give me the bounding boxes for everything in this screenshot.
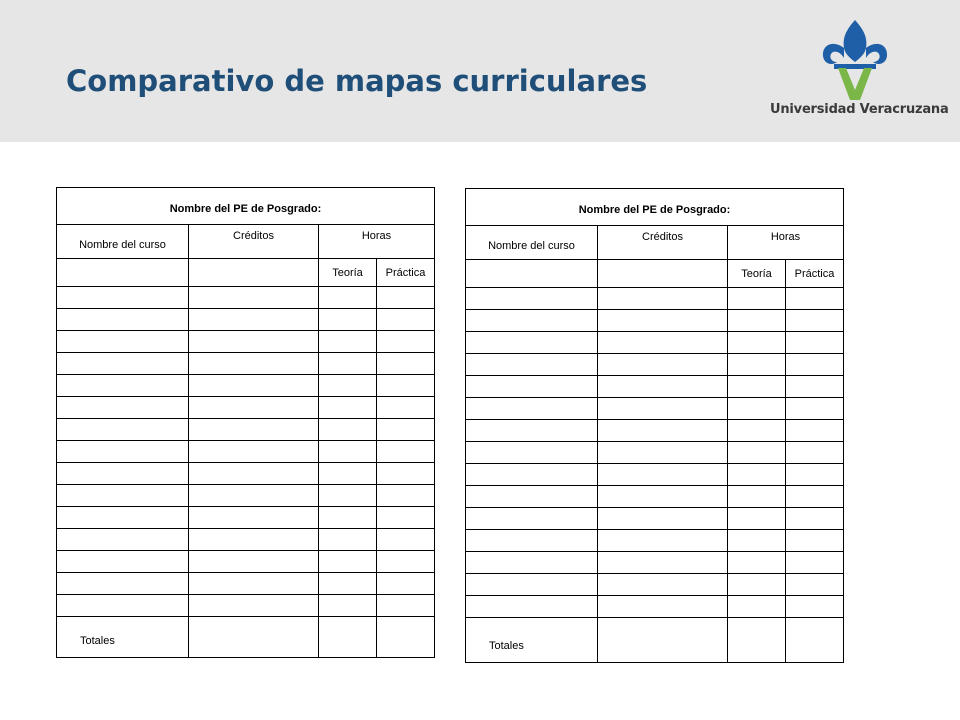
table-cell <box>57 529 189 551</box>
slide-title: Comparativo de mapas curriculares <box>66 64 648 98</box>
table-row <box>57 375 435 397</box>
table-cell <box>57 507 189 529</box>
table-cell <box>598 376 728 398</box>
table-cell <box>786 398 844 420</box>
table-cell <box>598 420 728 442</box>
table-cell <box>57 463 189 485</box>
table-cell <box>466 508 598 530</box>
university-name: Universidad Veracruzana <box>770 102 949 117</box>
table-row <box>466 530 844 552</box>
table-cell <box>319 595 377 617</box>
pe-title: Nombre del PE de Posgrado: <box>57 188 435 225</box>
table-cell <box>598 596 728 618</box>
table-cell <box>598 288 728 310</box>
table-cell <box>189 259 319 287</box>
table-row <box>466 596 844 618</box>
table-cell <box>786 332 844 354</box>
table-cell <box>57 353 189 375</box>
table-cell <box>598 574 728 596</box>
table-cell <box>189 419 319 441</box>
table-cell <box>466 310 598 332</box>
table-row <box>57 287 435 309</box>
table-cell <box>377 507 435 529</box>
table-cell <box>728 354 786 376</box>
table-cell <box>189 529 319 551</box>
table-row <box>466 354 844 376</box>
table-row <box>57 595 435 617</box>
table-row <box>57 331 435 353</box>
table-cell <box>598 486 728 508</box>
table-cell <box>466 552 598 574</box>
table-cell <box>728 442 786 464</box>
table-row <box>466 310 844 332</box>
table-cell <box>319 441 377 463</box>
table-cell <box>598 332 728 354</box>
table-cell <box>728 420 786 442</box>
table-cell <box>598 310 728 332</box>
table-cell <box>786 596 844 618</box>
table-row <box>57 419 435 441</box>
table-cell <box>319 617 377 658</box>
table-cell <box>466 574 598 596</box>
header-curso: Nombre del curso <box>466 226 598 260</box>
table-cell <box>189 441 319 463</box>
table-row <box>466 332 844 354</box>
table-cell <box>57 441 189 463</box>
table-cell <box>319 287 377 309</box>
table-cell <box>189 287 319 309</box>
table-cell <box>377 331 435 353</box>
table-cell <box>57 595 189 617</box>
table-cell <box>598 508 728 530</box>
table-cell <box>57 419 189 441</box>
table-cell <box>377 551 435 573</box>
table-cell <box>377 397 435 419</box>
table-cell <box>466 486 598 508</box>
table-cell <box>466 596 598 618</box>
table-cell <box>57 375 189 397</box>
table-cell <box>189 309 319 331</box>
table-cell <box>728 288 786 310</box>
table-cell <box>189 485 319 507</box>
table-cell <box>466 442 598 464</box>
table-cell <box>598 530 728 552</box>
table-cell <box>466 288 598 310</box>
table-cell <box>319 551 377 573</box>
table-cell <box>377 463 435 485</box>
table-cell <box>319 309 377 331</box>
table-cell <box>598 618 728 663</box>
table-cell <box>728 332 786 354</box>
table-cell <box>319 353 377 375</box>
table-cell <box>189 551 319 573</box>
table-cell <box>466 420 598 442</box>
table-cell <box>319 397 377 419</box>
table-cell <box>728 596 786 618</box>
table-cell <box>598 260 728 288</box>
table-cell <box>786 442 844 464</box>
university-logo <box>770 18 949 122</box>
table-cell <box>598 442 728 464</box>
table-cell <box>57 573 189 595</box>
table-cell <box>786 310 844 332</box>
table-row <box>466 398 844 420</box>
table-cell <box>377 595 435 617</box>
header-curso: Nombre del curso <box>57 225 189 259</box>
table-cell <box>466 260 598 288</box>
table-cell <box>598 552 728 574</box>
table-cell <box>466 332 598 354</box>
totales-label: Totales <box>57 617 189 658</box>
table-cell <box>57 287 189 309</box>
table-cell <box>377 375 435 397</box>
table-cell <box>377 419 435 441</box>
table-cell <box>728 376 786 398</box>
table-cell <box>786 486 844 508</box>
table-cell <box>466 530 598 552</box>
table-cell <box>377 529 435 551</box>
table-cell <box>728 574 786 596</box>
header-practica: Práctica <box>786 260 844 288</box>
table-cell <box>786 618 844 663</box>
header-horas: Horas <box>319 225 435 259</box>
table-cell <box>57 485 189 507</box>
table-cell <box>466 376 598 398</box>
table-cell <box>189 397 319 419</box>
header-practica: Práctica <box>377 259 435 287</box>
table-cell <box>728 508 786 530</box>
table-cell <box>189 353 319 375</box>
table-cell <box>786 420 844 442</box>
table-cell <box>189 595 319 617</box>
table-row <box>57 507 435 529</box>
table-cell <box>728 310 786 332</box>
table-cell <box>57 259 189 287</box>
table-cell <box>728 552 786 574</box>
table-cell <box>466 464 598 486</box>
table-cell <box>57 397 189 419</box>
table-cell <box>786 354 844 376</box>
table-row <box>57 309 435 331</box>
table-cell <box>598 354 728 376</box>
table-cell <box>319 419 377 441</box>
table-row <box>466 486 844 508</box>
table-cell <box>786 464 844 486</box>
table-cell <box>728 486 786 508</box>
table-cell <box>786 530 844 552</box>
table-cell <box>728 464 786 486</box>
table-row <box>57 441 435 463</box>
table-cell <box>319 463 377 485</box>
table-cell <box>377 287 435 309</box>
table-row <box>466 442 844 464</box>
table-cell <box>189 331 319 353</box>
curriculum-table-2 <box>465 188 844 663</box>
fleur-de-lis-icon <box>820 18 890 102</box>
table-row <box>57 485 435 507</box>
header-creditos: Créditos <box>189 225 319 259</box>
table-cell <box>786 376 844 398</box>
table-cell <box>466 398 598 420</box>
header-creditos: Créditos <box>598 226 728 260</box>
table-cell <box>786 288 844 310</box>
header-horas: Horas <box>728 226 844 260</box>
table-row <box>57 353 435 375</box>
table-cell <box>319 375 377 397</box>
table-cell <box>189 507 319 529</box>
table-cell <box>377 617 435 658</box>
table-cell <box>598 464 728 486</box>
table-cell <box>189 617 319 658</box>
table-row <box>57 551 435 573</box>
table-cell <box>598 398 728 420</box>
header-teoria: Teoría <box>319 259 377 287</box>
table-cell <box>319 331 377 353</box>
table-cell <box>728 530 786 552</box>
table-cell <box>319 529 377 551</box>
table-cell <box>786 552 844 574</box>
table-cell <box>189 463 319 485</box>
table-cell <box>377 353 435 375</box>
table-cell <box>189 573 319 595</box>
curriculum-table-1 <box>56 187 435 658</box>
table-cell <box>466 354 598 376</box>
table-row <box>466 574 844 596</box>
table-cell <box>377 309 435 331</box>
table-cell <box>786 574 844 596</box>
table-cell <box>728 618 786 663</box>
table-row <box>466 420 844 442</box>
pe-title: Nombre del PE de Posgrado: <box>466 189 844 226</box>
totales-label: Totales <box>466 618 598 663</box>
table-cell <box>377 573 435 595</box>
table-row <box>57 463 435 485</box>
table-cell <box>786 508 844 530</box>
header-teoria: Teoría <box>728 260 786 288</box>
table-row <box>466 508 844 530</box>
table-cell <box>319 485 377 507</box>
table-cell <box>319 507 377 529</box>
table-cell <box>57 331 189 353</box>
table-row <box>466 464 844 486</box>
table-row <box>57 529 435 551</box>
table-row <box>57 397 435 419</box>
table-cell <box>189 375 319 397</box>
table-row <box>466 376 844 398</box>
table-row <box>466 552 844 574</box>
table-cell <box>728 398 786 420</box>
table-cell <box>377 485 435 507</box>
table-cell <box>377 441 435 463</box>
table-row <box>57 573 435 595</box>
table-row <box>466 288 844 310</box>
table-cell <box>57 551 189 573</box>
table-cell <box>57 309 189 331</box>
table-cell <box>319 573 377 595</box>
